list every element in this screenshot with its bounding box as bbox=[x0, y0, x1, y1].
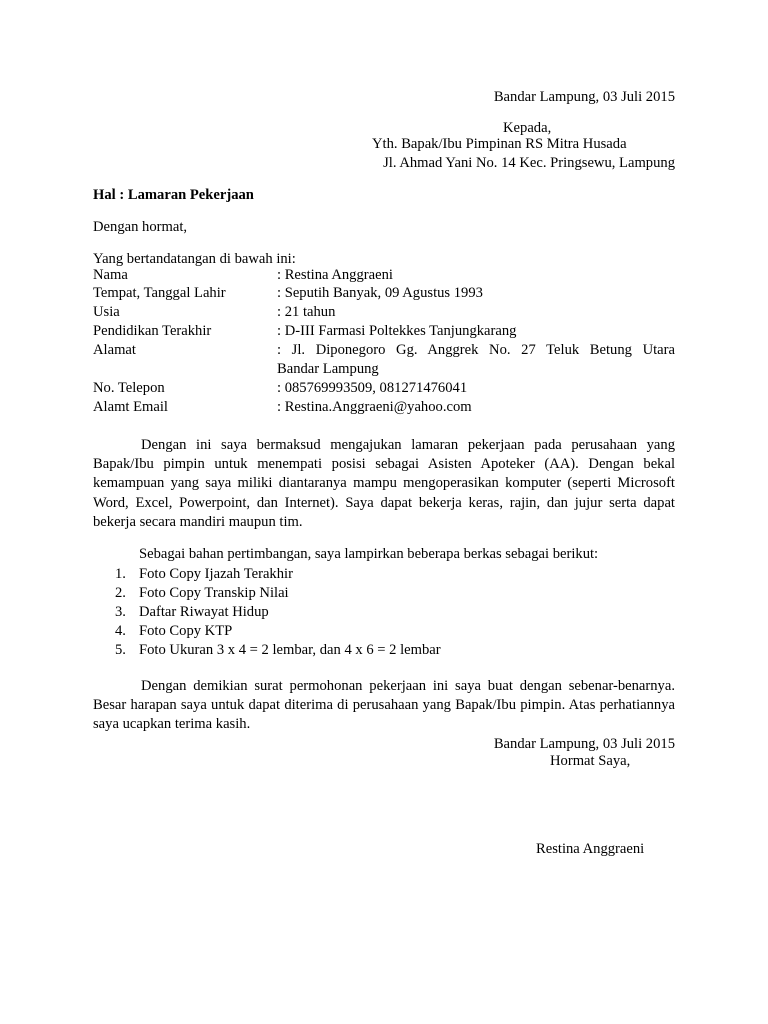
list-number: 1. bbox=[115, 566, 126, 582]
list-item: Foto Copy Transkip Nilai bbox=[139, 585, 289, 601]
identity-value: : Seputih Banyak, 09 Agustus 1993 bbox=[277, 285, 483, 301]
list-item: Foto Copy Ijazah Terakhir bbox=[139, 566, 293, 582]
identity-intro: Yang bertandatangan di bawah ini: bbox=[93, 251, 296, 267]
list-number: 5. bbox=[115, 642, 126, 658]
identity-label: Alamat bbox=[93, 342, 136, 358]
identity-label: Nama bbox=[93, 267, 128, 283]
identity-value: : Jl. Diponegoro Gg. Anggrek No. 27 Teluk Betung Utara bbox=[277, 342, 675, 358]
identity-value-continued: Bandar Lampung bbox=[277, 361, 379, 377]
attachments-intro: Sebagai bahan pertimbangan, saya lampirkan beberapa berkas sebagai berikut: bbox=[139, 546, 599, 562]
identity-value: : D-III Farmasi Poltekkes Tanjungkarang bbox=[277, 323, 517, 339]
identity-label: Usia bbox=[93, 304, 120, 320]
identity-value: : Restina.Anggraeni@yahoo.com bbox=[277, 399, 472, 415]
letter-subject: Hal : Lamaran Pekerjaan bbox=[93, 187, 254, 203]
identity-value: : 085769993509, 081271476041 bbox=[277, 380, 468, 396]
greeting: Dengan hormat, bbox=[93, 219, 188, 235]
list-number: 3. bbox=[115, 604, 126, 620]
list-item: Foto Ukuran 3 x 4 = 2 lembar, dan 4 x 6 = 2 lembar bbox=[139, 642, 441, 658]
list-item: Daftar Riwayat Hidup bbox=[139, 604, 269, 620]
identity-label: No. Telepon bbox=[93, 380, 165, 396]
recipient-address: Jl. Ahmad Yani No. 14 Kec. Pringsewu, Lampung bbox=[383, 155, 675, 171]
signature-name: Restina Anggraeni bbox=[536, 841, 645, 857]
closing-paragraph: Dengan demikian surat permohonan pekerjaan ini saya buat dengan sebenar-benarnya. Besar harapan saya untuk dapat diterima di perusahaan yang Bapak/Ibu pimpin. Atas perhatiannya saya ucapkan terima kasih. bbox=[93, 678, 675, 733]
identity-label: Pendidikan Terakhir bbox=[93, 323, 212, 339]
list-number: 2. bbox=[115, 585, 126, 601]
letter-date: Bandar Lampung, 03 Juli 2015 bbox=[493, 89, 675, 105]
identity-label: Alamt Email bbox=[93, 399, 168, 415]
identity-value: : Restina Anggraeni bbox=[277, 267, 393, 283]
list-item: Foto Copy KTP bbox=[139, 623, 233, 639]
to-label: Kepada, bbox=[503, 120, 552, 136]
signature-date: Bandar Lampung, 03 Juli 2015 bbox=[493, 736, 675, 752]
recipient: Yth. Bapak/Ibu Pimpinan RS Mitra Husada bbox=[372, 136, 627, 152]
body-paragraph: Dengan ini saya bermaksud mengajukan lamaran pekerjaan pada perusahaan yang Bapak/Ibu pimpin untuk menempati posisi sebagai Asisten Apoteker (AA). Dengan bekal kemampuan yang saya miliki diantaranya mampu mengoperasikan komputer (seperti Microsoft Word, Excel, Powerpoint, dan Internet). Saya dapat bekerja keras, rajin, dan jujur serta dapat bekerja secara mandiri maupun tim. bbox=[93, 437, 675, 530]
identity-value: : 21 tahun bbox=[277, 304, 336, 320]
identity-label: Tempat, Tanggal Lahir bbox=[93, 285, 226, 301]
signature-regards: Hormat Saya, bbox=[550, 753, 631, 769]
list-number: 4. bbox=[115, 623, 126, 639]
